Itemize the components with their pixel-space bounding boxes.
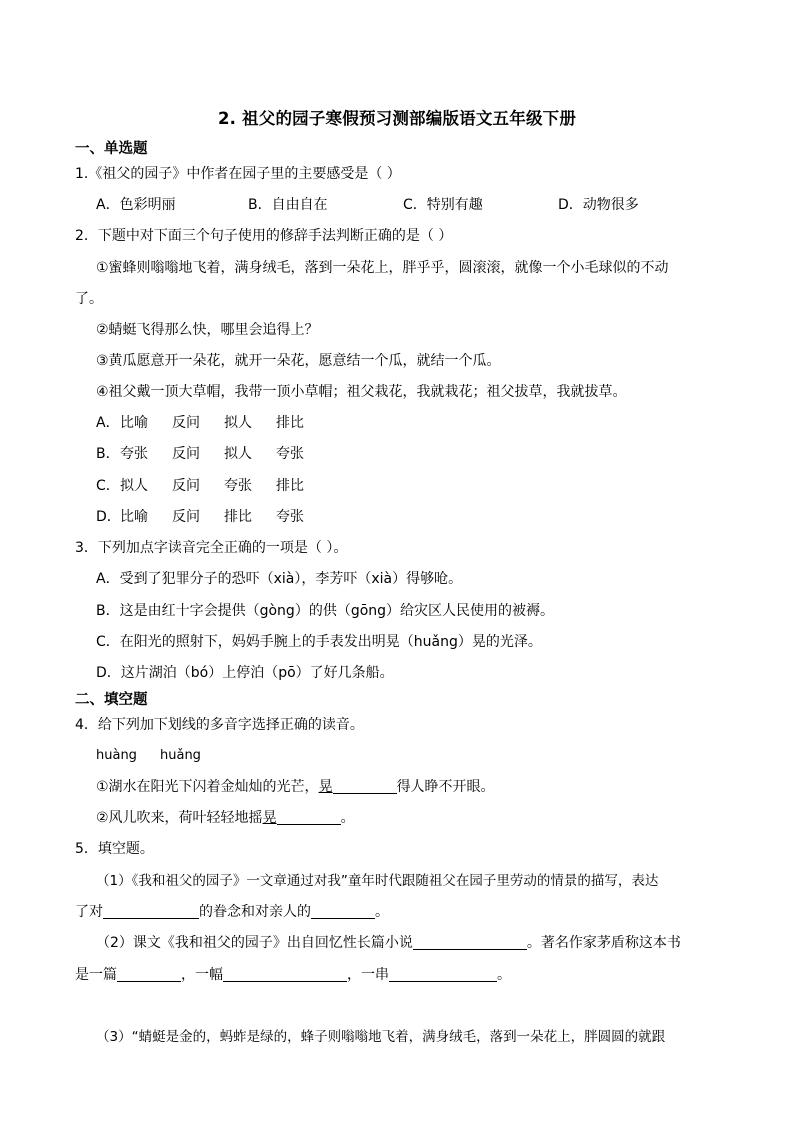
question-5-part-3: （3）“蜻蜓是金的，蚂蚱是绿的，蜂子则嗡嗡地飞着，满身绒毛，落到一朵花上，胖圆圆的就跟 — [96, 1029, 666, 1045]
question-5-part-1: （1）《我和祖父的园子》一文章通过对我”童年时代跟随祖父在园子里劳动的情景的描写，表达 — [96, 873, 659, 889]
answer-blank[interactable] — [389, 966, 497, 982]
answer-blank[interactable] — [117, 966, 181, 982]
question-1-option-b: B．自由自在 — [248, 197, 328, 213]
section-heading-fill-blank: 二、填空题 — [75, 692, 148, 708]
question-4-line-1: ①湖水在阳光下闪着金灿灿的光芒，晃 得人睁不开眼。 — [96, 779, 495, 795]
question-3-stem: 3．下列加点字读音完全正确的一项是（ ）。 — [75, 540, 348, 556]
question-4-pinyin-options — [96, 746, 201, 766]
question-5-part-2-cont: 是一篇 ，一幅 ，一串 。 — [75, 967, 511, 983]
question-4-line-2: ②风儿吹来，荷叶轻轻地摇晃 。 — [96, 810, 355, 826]
question-3-option-b: B．这是由红十字会提供（gòng）的供（gōng）给灾区人民使用的被褥。 — [96, 603, 555, 619]
answer-blank[interactable] — [277, 809, 341, 825]
question-5-part-1-cont: 了对 的眷念和对亲人的 。 — [75, 904, 389, 920]
pinyin-option-2: huǎng — [160, 748, 201, 763]
question-2-sentence-2: ②蜻蜓飞得那么快，哪里会追得上？ — [96, 322, 319, 338]
question-2-option-d: D．比喻 反问 排比 夸张 — [96, 509, 304, 525]
question-2-stem: 2．下题中对下面三个句子使用的修辞手法判断正确的是（ ） — [75, 228, 453, 244]
question-2-sentence-1: ①蜜蜂则嗡嗡地飞着，满身绒毛，落到一朵花上，胖乎乎，圆滚滚，就像一个小毛球似的不动 — [96, 260, 669, 276]
question-2-option-b: B．夸张 反问 拟人 夸张 — [96, 446, 304, 462]
answer-blank[interactable] — [333, 778, 397, 794]
answer-blank[interactable] — [413, 934, 527, 950]
question-2-sentence-4: ④祖父戴一顶大草帽，我带一顶小草帽；祖父栽花，我就栽花；祖父拔草，我就拔草。 — [96, 384, 627, 400]
question-1-stem: 1.《祖父的园子》中作者在园子里的主要感受是（ ） — [75, 166, 401, 182]
question-5-part-2: （2）课文《我和祖父的园子》出自回忆性长篇小说 。著名作家茅盾称这本书 — [96, 935, 681, 951]
question-2-option-c: C．拟人 反问 夸张 排比 — [96, 478, 304, 494]
question-3-option-c: C．在阳光的照射下，妈妈手腕上的手表发出明晃（huǎng）晃的光泽。 — [96, 634, 542, 650]
question-2-option-a: A．比喻 反问 拟人 排比 — [96, 415, 304, 431]
question-4-stem: 4．给下列加下划线的多音字选择正确的读音。 — [75, 717, 364, 733]
underlined-char: 晃 — [318, 779, 333, 795]
question-5-stem: 5．填空题。 — [75, 841, 154, 857]
underlined-char: 晃 — [262, 810, 277, 826]
question-2-sentence-3: ③黄瓜愿意开一朵花，就开一朵花，愿意结一个瓜，就结一个瓜。 — [96, 353, 501, 369]
question-1-option-d: D．动物很多 — [558, 197, 639, 213]
question-1-option-c: C．特别有趣 — [403, 197, 483, 213]
answer-blank[interactable] — [103, 903, 199, 919]
answer-blank[interactable] — [223, 966, 347, 982]
question-2-sentence-1-cont: 了。 — [75, 291, 103, 307]
answer-blank[interactable] — [311, 903, 375, 919]
question-1-option-a: A．色彩明丽 — [96, 197, 176, 213]
section-heading-single-choice: 一、单选题 — [75, 141, 148, 157]
question-3-option-d: D．这片湖泊（bó）上停泊（pō）了好几条船。 — [96, 665, 394, 681]
page-title: 2. 祖父的园子寒假预习测部编版语文五年级下册 — [217, 109, 577, 128]
pinyin-option-1: huàng — [96, 748, 137, 763]
question-3-option-a: A．受到了犯罪分子的恐吓（xià），李芳吓（xià）得够呛。 — [96, 571, 463, 587]
